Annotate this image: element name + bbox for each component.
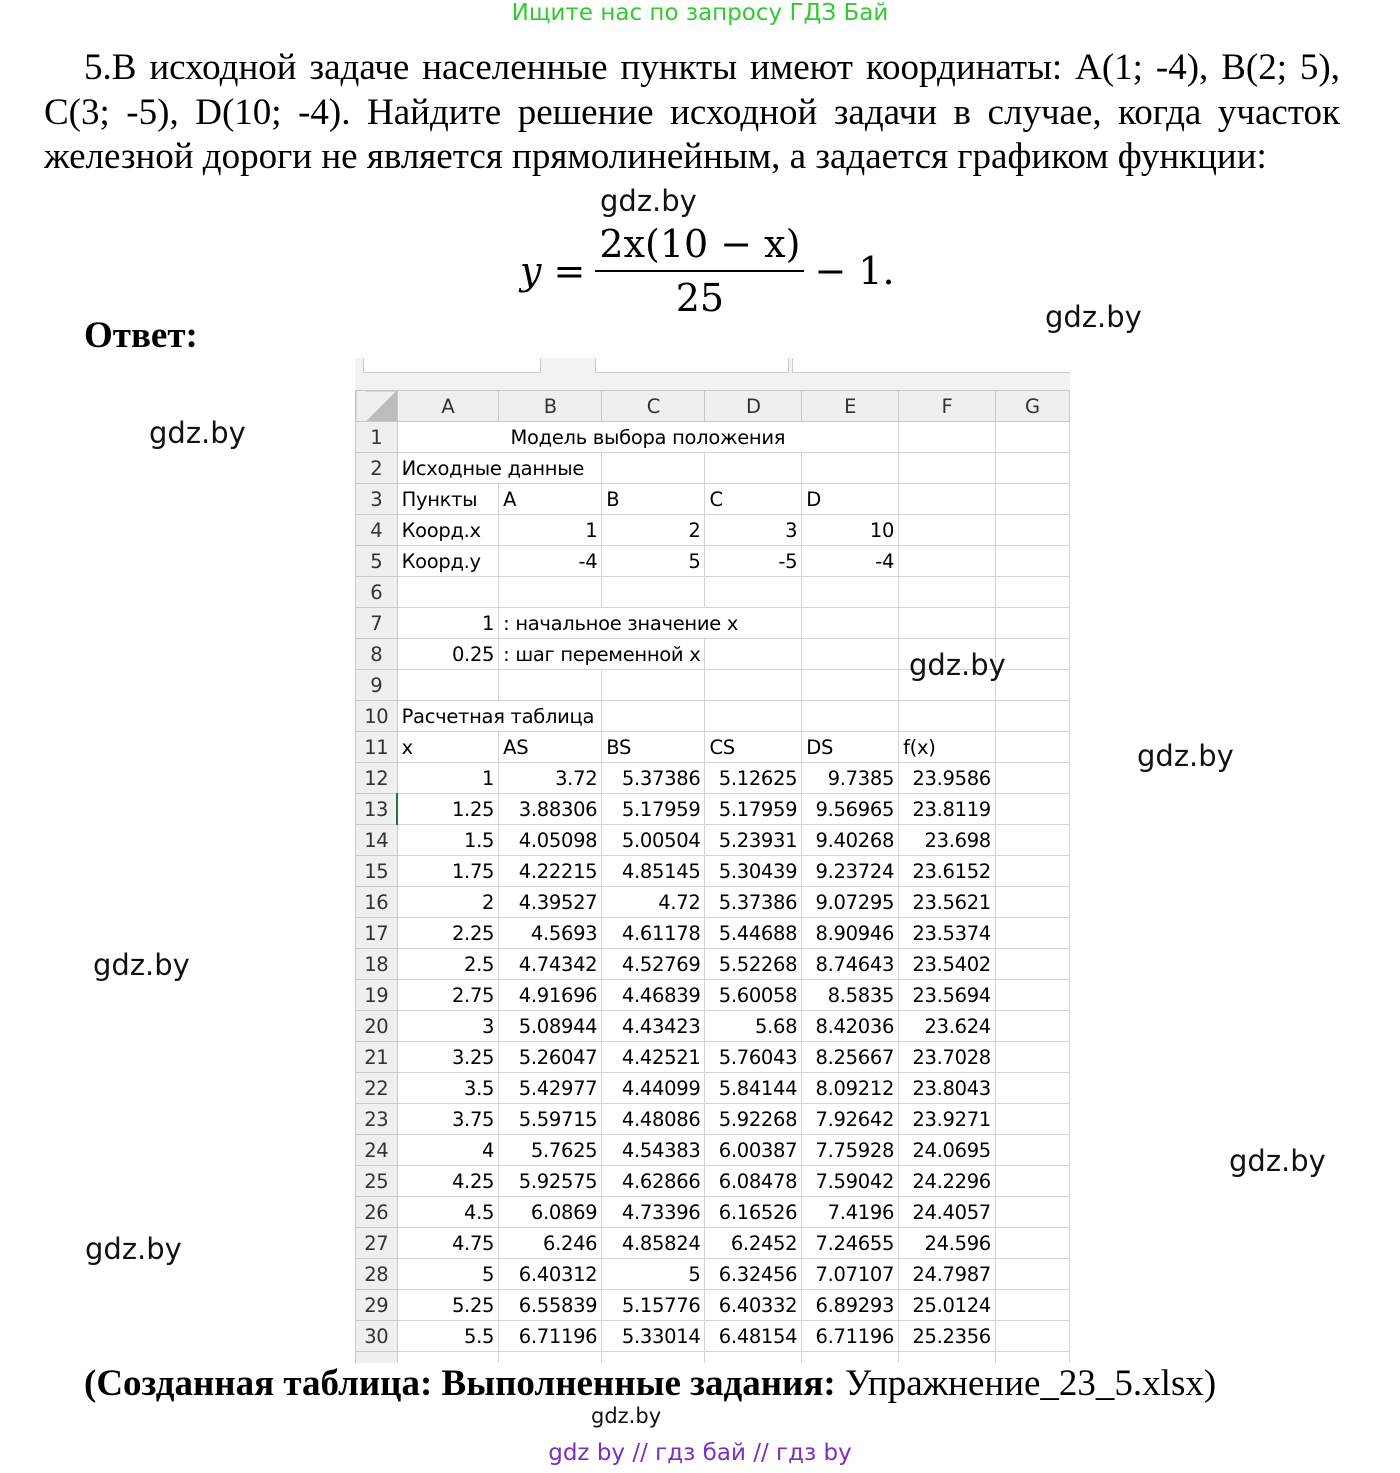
cell[interactable] [995, 546, 1069, 577]
cell[interactable] [995, 918, 1069, 949]
row-header[interactable]: 10 [356, 701, 398, 732]
data-cell[interactable]: 9.23724 [802, 856, 899, 887]
data-cell[interactable]: 5.30439 [705, 856, 802, 887]
row-header[interactable]: 9 [356, 670, 398, 701]
row-header[interactable]: 21 [356, 1042, 398, 1073]
data-cell[interactable]: 23.624 [899, 1011, 996, 1042]
data-cell[interactable]: 5.12625 [705, 763, 802, 794]
data-cell[interactable]: 4.62866 [602, 1166, 705, 1197]
data-cell[interactable]: 5.00504 [602, 825, 705, 856]
cell[interactable] [995, 608, 1069, 639]
step-label[interactable]: : шаг переменной x [499, 639, 705, 670]
sheet-row [356, 608, 1070, 639]
data-cell[interactable]: 23.7028 [899, 1042, 996, 1073]
task-text: 5.В исходной задаче населенные пункты имеют координаты: A(1; -4), B(2; 5), C(3; -5), D(10; -4). Найдите решение исходной задачи в случае, когда участок железной дороги не является прямолинейным, а задается графиком функции: [44, 47, 1340, 177]
data-cell[interactable]: 1.25 [397, 794, 499, 825]
data-cell[interactable]: 7.4196 [802, 1197, 899, 1228]
row-header[interactable]: 2 [356, 453, 398, 484]
calc-header[interactable]: f(x) [899, 732, 996, 763]
cell[interactable] [705, 670, 802, 701]
data-cell[interactable]: 5.44688 [705, 918, 802, 949]
cell[interactable] [995, 887, 1069, 918]
sheet-row [356, 825, 1070, 856]
cell[interactable] [705, 639, 802, 670]
data-cell[interactable]: 24.0695 [899, 1135, 996, 1166]
cell[interactable] [995, 484, 1069, 515]
cell[interactable]: B [602, 484, 705, 515]
watermark: gdz.by [85, 1232, 182, 1266]
cell[interactable] [705, 577, 802, 608]
caption-bold: (Созданная таблица: Выполненные задания: [84, 1363, 836, 1404]
cell[interactable] [995, 639, 1069, 670]
calc-header[interactable]: BS [602, 732, 705, 763]
cell[interactable] [602, 453, 705, 484]
data-cell[interactable]: 4 [397, 1135, 499, 1166]
cell[interactable] [995, 1259, 1069, 1290]
data-cell[interactable]: 5.37386 [602, 763, 705, 794]
data-cell[interactable]: 8.74643 [802, 949, 899, 980]
cell[interactable]: -4 [802, 546, 899, 577]
data-cell[interactable]: 1.5 [397, 825, 499, 856]
cell[interactable] [802, 577, 899, 608]
column-header[interactable]: E [802, 391, 899, 422]
footer-links: gdz by // гдз бай // гдз by [548, 1440, 852, 1466]
cell[interactable] [397, 577, 499, 608]
sheet-row [356, 949, 1070, 980]
data-cell[interactable]: 4.44099 [602, 1073, 705, 1104]
sheet-row [356, 887, 1070, 918]
sheet-row [356, 546, 1070, 577]
data-cell[interactable]: 8.09212 [802, 1073, 899, 1104]
data-cell[interactable]: 2.5 [397, 949, 499, 980]
start-label[interactable]: : начальное значение x [499, 608, 802, 639]
sheet-row [356, 763, 1070, 794]
start-value[interactable]: 1 [397, 608, 499, 639]
data-cell[interactable]: 8.42036 [802, 1011, 899, 1042]
data-cell[interactable]: 4.75 [397, 1228, 499, 1259]
watermark: gdz.by [600, 184, 697, 218]
sheet-row [356, 701, 1070, 732]
row-header[interactable]: 3 [356, 484, 398, 515]
data-cell[interactable]: 23.8043 [899, 1073, 996, 1104]
cell[interactable] [995, 1290, 1069, 1321]
cell[interactable]: C [705, 484, 802, 515]
row-header[interactable]: 29 [356, 1290, 398, 1321]
sheet-row [356, 732, 1070, 763]
data-cell[interactable]: 6.246 [499, 1228, 602, 1259]
column-header[interactable]: D [705, 391, 802, 422]
cell[interactable]: 10 [802, 515, 899, 546]
data-cell[interactable]: 9.40268 [802, 825, 899, 856]
data-cell[interactable]: 6.2452 [705, 1228, 802, 1259]
sheet-row [356, 918, 1070, 949]
watermark: gdz.by [1045, 300, 1142, 334]
search-hint: Ищите нас по запросу ГДЗ Бай [511, 0, 889, 26]
data-cell[interactable]: 5.60058 [705, 980, 802, 1011]
watermark: gdz.by [93, 948, 190, 982]
step-value[interactable]: 0.25 [397, 639, 499, 670]
cell[interactable] [499, 577, 602, 608]
cell[interactable] [995, 1104, 1069, 1135]
data-cell[interactable]: 8.5835 [802, 980, 899, 1011]
cell[interactable]: -4 [499, 546, 602, 577]
data-cell[interactable]: 7.59042 [802, 1166, 899, 1197]
cell[interactable] [995, 670, 1069, 701]
cell[interactable] [995, 1197, 1069, 1228]
cell[interactable] [899, 546, 996, 577]
data-cell[interactable]: 3.72 [499, 763, 602, 794]
data-cell[interactable]: 4.48086 [602, 1104, 705, 1135]
select-all-corner[interactable] [356, 391, 398, 422]
data-cell[interactable]: 5.26047 [499, 1042, 602, 1073]
sheet-row [356, 1042, 1070, 1073]
cell[interactable]: -5 [705, 546, 802, 577]
formula-denominator: 25 [675, 276, 725, 320]
formula-lhs: y = [520, 249, 586, 293]
cell[interactable]: D [802, 484, 899, 515]
cell[interactable] [602, 670, 705, 701]
data-cell[interactable]: 4.91696 [499, 980, 602, 1011]
cell[interactable] [995, 577, 1069, 608]
cell[interactable] [995, 1011, 1069, 1042]
calc-header[interactable]: AS [499, 732, 602, 763]
data-cell[interactable]: 4.39527 [499, 887, 602, 918]
sheet-grid [355, 390, 1070, 1363]
calc-header[interactable]: CS [705, 732, 802, 763]
data-cell[interactable]: 23.5621 [899, 887, 996, 918]
data-cell[interactable]: 5.42977 [499, 1073, 602, 1104]
cell[interactable] [995, 1042, 1069, 1073]
caption-file: Упражнение_23_5.xlsx) [835, 1363, 1217, 1404]
sheet-row [356, 794, 1070, 825]
cell[interactable] [705, 453, 802, 484]
cell[interactable] [397, 670, 499, 701]
cell[interactable] [899, 422, 996, 453]
caption [84, 1362, 1216, 1405]
data-cell[interactable]: 7.92642 [802, 1104, 899, 1135]
formula-numerator: 2x(10 − x) [595, 222, 804, 272]
sheet-row [356, 515, 1070, 546]
data-cell[interactable]: 8.25667 [802, 1042, 899, 1073]
cell[interactable]: Коорд.x [397, 515, 499, 546]
data-cell[interactable]: 1.75 [397, 856, 499, 887]
cell[interactable] [995, 1073, 1069, 1104]
data-cell[interactable]: 4.73396 [602, 1197, 705, 1228]
cell[interactable]: A [499, 484, 602, 515]
watermark: gdz.by [1137, 739, 1234, 773]
data-cell[interactable]: 5.23931 [705, 825, 802, 856]
data-cell[interactable]: 5.68 [705, 1011, 802, 1042]
cell[interactable] [995, 949, 1069, 980]
data-cell[interactable]: 5.08944 [499, 1011, 602, 1042]
data-cell[interactable]: 4.5693 [499, 918, 602, 949]
cell[interactable] [602, 701, 705, 732]
data-cell[interactable]: 23.8119 [899, 794, 996, 825]
watermark: gdz.by [591, 1404, 662, 1428]
formula [520, 222, 895, 320]
data-cell[interactable]: 25.2356 [899, 1321, 996, 1352]
row-header[interactable]: 27 [356, 1228, 398, 1259]
row-header[interactable]: 18 [356, 949, 398, 980]
data-cell[interactable]: 5.25 [397, 1290, 499, 1321]
sheet-row [356, 856, 1070, 887]
row-header[interactable]: 16 [356, 887, 398, 918]
data-cell[interactable]: 23.9271 [899, 1104, 996, 1135]
data-cell[interactable]: 5.52268 [705, 949, 802, 980]
row-header[interactable]: 12 [356, 763, 398, 794]
column-header[interactable]: C [602, 391, 705, 422]
cell[interactable] [995, 515, 1069, 546]
cell[interactable] [995, 1321, 1069, 1352]
sheet-row [356, 1290, 1070, 1321]
cell[interactable] [705, 701, 802, 732]
cell[interactable] [995, 422, 1069, 453]
sheet-row [356, 1135, 1070, 1166]
data-cell[interactable]: 9.7385 [802, 763, 899, 794]
row-header[interactable]: 30 [356, 1321, 398, 1352]
cell[interactable] [995, 856, 1069, 887]
cell[interactable] [995, 763, 1069, 794]
calc-header[interactable]: x [397, 732, 499, 763]
data-cell[interactable]: 23.9586 [899, 763, 996, 794]
cell[interactable] [899, 577, 996, 608]
data-cell[interactable]: 4.42521 [602, 1042, 705, 1073]
data-cell[interactable]: 4.52769 [602, 949, 705, 980]
data-cell[interactable]: 24.4057 [899, 1197, 996, 1228]
column-header[interactable]: G [995, 391, 1069, 422]
data-cell[interactable]: 4.85145 [602, 856, 705, 887]
cell[interactable] [802, 701, 899, 732]
data-cell[interactable]: 23.5402 [899, 949, 996, 980]
cell[interactable] [995, 701, 1069, 732]
cell[interactable] [995, 1228, 1069, 1259]
cell[interactable] [899, 701, 996, 732]
row-header[interactable]: 4 [356, 515, 398, 546]
data-cell[interactable]: 4.85824 [602, 1228, 705, 1259]
answer-label: Ответ: [84, 315, 198, 356]
sheet-row [356, 1259, 1070, 1290]
data-cell[interactable]: 6.55839 [499, 1290, 602, 1321]
data-cell[interactable]: 2.75 [397, 980, 499, 1011]
name-box[interactable] [363, 358, 541, 373]
data-cell[interactable]: 5.92575 [499, 1166, 602, 1197]
sheet-row [356, 422, 1070, 453]
data-cell[interactable]: 5 [397, 1259, 499, 1290]
cell[interactable] [802, 639, 899, 670]
data-cell[interactable]: 9.07295 [802, 887, 899, 918]
data-cell[interactable]: 24.596 [899, 1228, 996, 1259]
cell[interactable]: 2 [602, 515, 705, 546]
data-cell[interactable]: 8.90946 [802, 918, 899, 949]
row-header[interactable]: 14 [356, 825, 398, 856]
cell[interactable] [995, 980, 1069, 1011]
data-cell[interactable]: 5.84144 [705, 1073, 802, 1104]
data-cell[interactable]: 4.72 [602, 887, 705, 918]
data-cell[interactable]: 6.40332 [705, 1290, 802, 1321]
sheet-row [356, 1228, 1070, 1259]
cell[interactable] [995, 732, 1069, 763]
row-header[interactable]: 15 [356, 856, 398, 887]
data-cell[interactable]: 23.5374 [899, 918, 996, 949]
data-cell[interactable]: 6.71196 [499, 1321, 602, 1352]
row-header[interactable]: 7 [356, 608, 398, 639]
row-header[interactable]: 5 [356, 546, 398, 577]
data-cell[interactable]: 5.5 [397, 1321, 499, 1352]
data-cell[interactable]: 5.15776 [602, 1290, 705, 1321]
data-cell[interactable]: 6.71196 [802, 1321, 899, 1352]
formula-fraction [595, 222, 804, 320]
data-cell[interactable]: 5.7625 [499, 1135, 602, 1166]
calc-header[interactable]: DS [802, 732, 899, 763]
data-cell[interactable]: 9.56965 [802, 794, 899, 825]
data-cell[interactable]: 6.40312 [499, 1259, 602, 1290]
data-cell[interactable]: 3 [397, 1011, 499, 1042]
data-cell[interactable]: 6.32456 [705, 1259, 802, 1290]
data-cell[interactable]: 6.48154 [705, 1321, 802, 1352]
cell[interactable] [899, 608, 996, 639]
data-cell[interactable]: 6.0869 [499, 1197, 602, 1228]
sheet-row [356, 1073, 1070, 1104]
sheet-row [356, 1166, 1070, 1197]
sheet-row [356, 484, 1070, 515]
data-cell[interactable]: 23.698 [899, 825, 996, 856]
cell[interactable] [802, 453, 899, 484]
cell[interactable]: 1 [499, 515, 602, 546]
row-header[interactable]: 1 [356, 422, 398, 453]
cell[interactable] [995, 794, 1069, 825]
data-cell[interactable]: 3.5 [397, 1073, 499, 1104]
row-header[interactable]: 6 [356, 577, 398, 608]
row-header[interactable]: 19 [356, 980, 398, 1011]
data-cell[interactable]: 7.07107 [802, 1259, 899, 1290]
column-header[interactable]: A [397, 391, 499, 422]
data-cell[interactable]: 24.2296 [899, 1166, 996, 1197]
data-cell[interactable]: 4.61178 [602, 918, 705, 949]
data-cell[interactable]: 6.16526 [705, 1197, 802, 1228]
formula-bar [355, 358, 1070, 390]
watermark: gdz.by [909, 648, 1006, 682]
sheet-title[interactable]: Модель выбора положения [397, 422, 899, 453]
formula-tail: − 1. [814, 249, 895, 293]
data-cell[interactable]: 4.74342 [499, 949, 602, 980]
watermark: gdz.by [1229, 1144, 1326, 1178]
row-header[interactable]: 13 [356, 794, 398, 825]
row-header[interactable]: 8 [356, 639, 398, 670]
data-cell[interactable]: 5 [602, 1259, 705, 1290]
cell[interactable] [995, 453, 1069, 484]
sheet-row [356, 577, 1070, 608]
sheet-row [356, 453, 1070, 484]
row-header[interactable]: 11 [356, 732, 398, 763]
sheet-row [356, 1011, 1070, 1042]
data-cell[interactable]: 1 [397, 763, 499, 794]
cell[interactable]: Коорд.y [397, 546, 499, 577]
cell[interactable] [899, 515, 996, 546]
cell[interactable] [499, 670, 602, 701]
row-header[interactable]: 22 [356, 1073, 398, 1104]
data-cell[interactable]: 25.0124 [899, 1290, 996, 1321]
cell[interactable] [602, 577, 705, 608]
cell[interactable]: 3 [705, 515, 802, 546]
data-cell[interactable]: 4.5 [397, 1197, 499, 1228]
data-cell[interactable]: 5.92268 [705, 1104, 802, 1135]
data-cell[interactable]: 5.17959 [602, 794, 705, 825]
cell[interactable] [995, 1166, 1069, 1197]
spreadsheet [355, 358, 1070, 1363]
row-header[interactable]: 20 [356, 1011, 398, 1042]
column-header[interactable]: B [499, 391, 602, 422]
calc-label[interactable]: Расчетная таблица [397, 701, 602, 732]
data-cell[interactable]: 4.22215 [499, 856, 602, 887]
data-cell[interactable]: 6.00387 [705, 1135, 802, 1166]
data-cell[interactable]: 6.89293 [802, 1290, 899, 1321]
cell[interactable] [802, 670, 899, 701]
row-header[interactable]: 25 [356, 1166, 398, 1197]
cell[interactable]: 5 [602, 546, 705, 577]
row-header[interactable]: 24 [356, 1135, 398, 1166]
sheet-row [356, 980, 1070, 1011]
formula-input[interactable] [792, 358, 1070, 373]
data-cell[interactable]: 24.7987 [899, 1259, 996, 1290]
data-cell[interactable]: 4.54383 [602, 1135, 705, 1166]
data-cell[interactable]: 23.6152 [899, 856, 996, 887]
data-cell[interactable]: 4.43423 [602, 1011, 705, 1042]
data-cell[interactable]: 5.17959 [705, 794, 802, 825]
data-cell[interactable]: 4.25 [397, 1166, 499, 1197]
data-cell[interactable]: 3.88306 [499, 794, 602, 825]
column-headers [356, 391, 1070, 422]
watermark: gdz.by [149, 416, 246, 450]
data-cell[interactable]: 2 [397, 887, 499, 918]
cell[interactable] [995, 1135, 1069, 1166]
cell[interactable] [995, 825, 1069, 856]
cell[interactable] [802, 608, 899, 639]
data-cell[interactable]: 23.5694 [899, 980, 996, 1011]
row-header[interactable]: 23 [356, 1104, 398, 1135]
row-header[interactable]: 17 [356, 918, 398, 949]
cell[interactable]: Пункты [397, 484, 499, 515]
row-header[interactable]: 28 [356, 1259, 398, 1290]
data-cell[interactable]: 5.37386 [705, 887, 802, 918]
row-header[interactable]: 26 [356, 1197, 398, 1228]
data-cell[interactable]: 5.33014 [602, 1321, 705, 1352]
cell[interactable] [899, 453, 996, 484]
data-cell[interactable]: 5.59715 [499, 1104, 602, 1135]
data-cell[interactable]: 3.25 [397, 1042, 499, 1073]
column-header[interactable]: F [899, 391, 996, 422]
data-cell[interactable]: 3.75 [397, 1104, 499, 1135]
sheet-row [356, 1197, 1070, 1228]
data-cell[interactable]: 6.08478 [705, 1166, 802, 1197]
sheet-row [356, 1321, 1070, 1352]
data-cell[interactable]: 7.24655 [802, 1228, 899, 1259]
sheet-row [356, 1104, 1070, 1135]
data-cell[interactable]: 2.25 [397, 918, 499, 949]
formula-buttons[interactable] [595, 358, 789, 373]
source-label[interactable]: Исходные данные [397, 453, 602, 484]
cell[interactable] [899, 484, 996, 515]
data-cell[interactable]: 5.76043 [705, 1042, 802, 1073]
data-cell[interactable]: 7.75928 [802, 1135, 899, 1166]
data-cell[interactable]: 4.05098 [499, 825, 602, 856]
data-cell[interactable]: 4.46839 [602, 980, 705, 1011]
